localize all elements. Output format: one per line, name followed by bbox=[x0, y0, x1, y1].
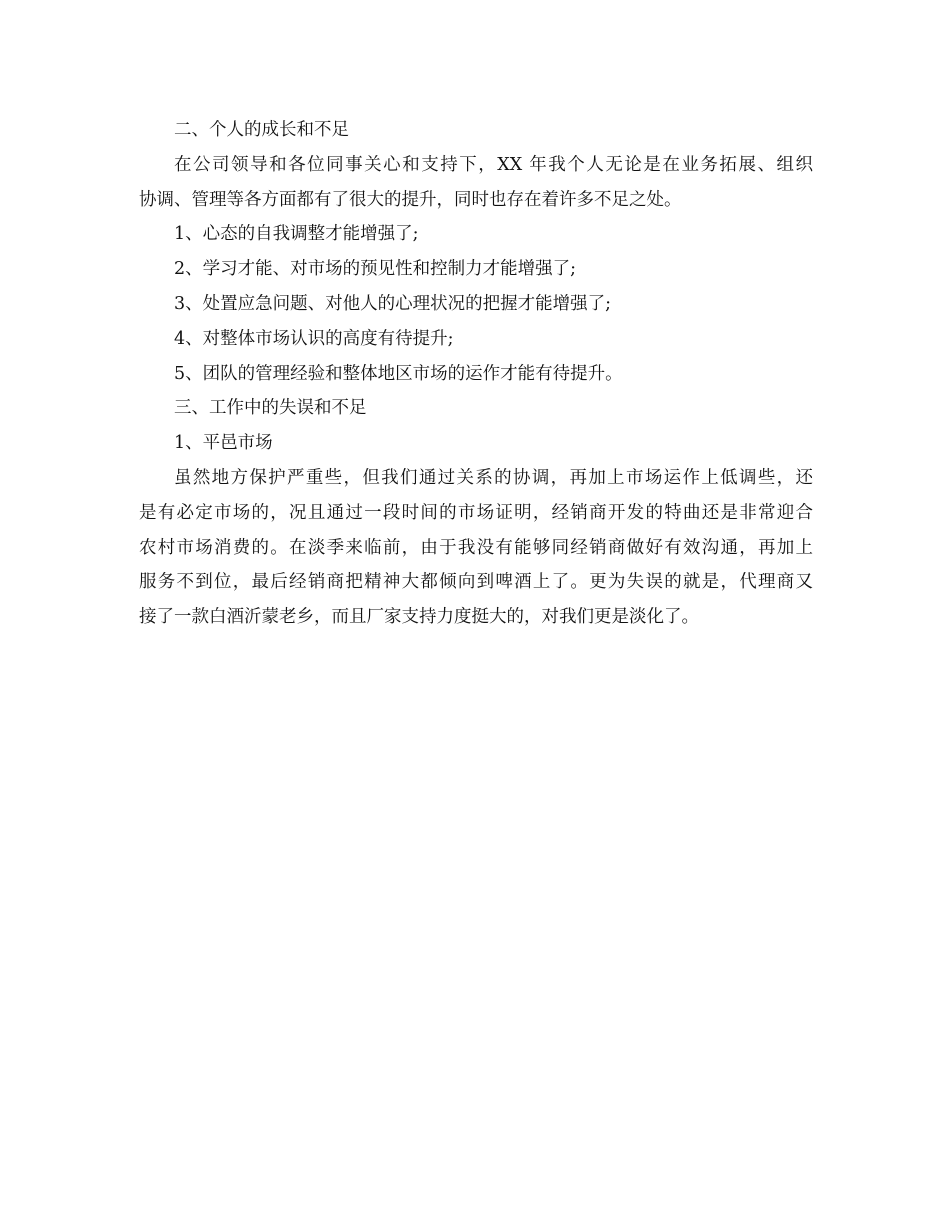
subsection-heading-pingyi-market: 1、平邑市场 bbox=[174, 433, 273, 454]
paragraph-line: 协调、管理等各方面都有了很大的提升，同时也存在着许多不足之处。 bbox=[139, 189, 682, 210]
paragraph-line: 服务不到位，最后经销商把精神大都倾向到啤酒上了。更为失误的就是，代理商又 bbox=[139, 572, 813, 593]
list-item: 2、学习才能、对市场的预见性和控制力才能增强了; bbox=[174, 259, 577, 280]
paragraph-line: 接了一款白酒沂蒙老乡，而且厂家支持力度挺大的，对我们更是淡化了。 bbox=[139, 607, 699, 628]
list-item: 4、对整体市场认识的高度有待提升; bbox=[174, 328, 454, 349]
paragraph-line: 农村市场消费的。在淡季来临前，由于我没有能够同经销商做好有效沟通，再加上 bbox=[139, 537, 813, 558]
paragraph-line: 虽然地方保护严重些，但我们通过关系的协调，再加上市场运作上低调些，还 bbox=[174, 467, 813, 488]
section-heading-mistakes: 三、工作中的失误和不足 bbox=[174, 398, 367, 419]
section-heading-growth: 二、个人的成长和不足 bbox=[174, 120, 349, 140]
list-item: 5、团队的管理经验和整体地区市场的运作才能有待提升。 bbox=[174, 363, 623, 384]
paragraph-line: 在公司领导和各位同事关心和支持下，XX 年我个人无论是在业务拓展、组织 bbox=[174, 154, 813, 175]
list-item: 3、处置应急问题、对他人的心理状况的把握才能增强了; bbox=[174, 293, 612, 314]
paragraph-line: 是有必定市场的，况且通过一段时间的市场证明，经销商开发的特曲还是非常迎合 bbox=[139, 502, 813, 523]
list-item: 1、心态的自我调整才能增强了; bbox=[174, 224, 419, 245]
document-body bbox=[139, 113, 813, 635]
